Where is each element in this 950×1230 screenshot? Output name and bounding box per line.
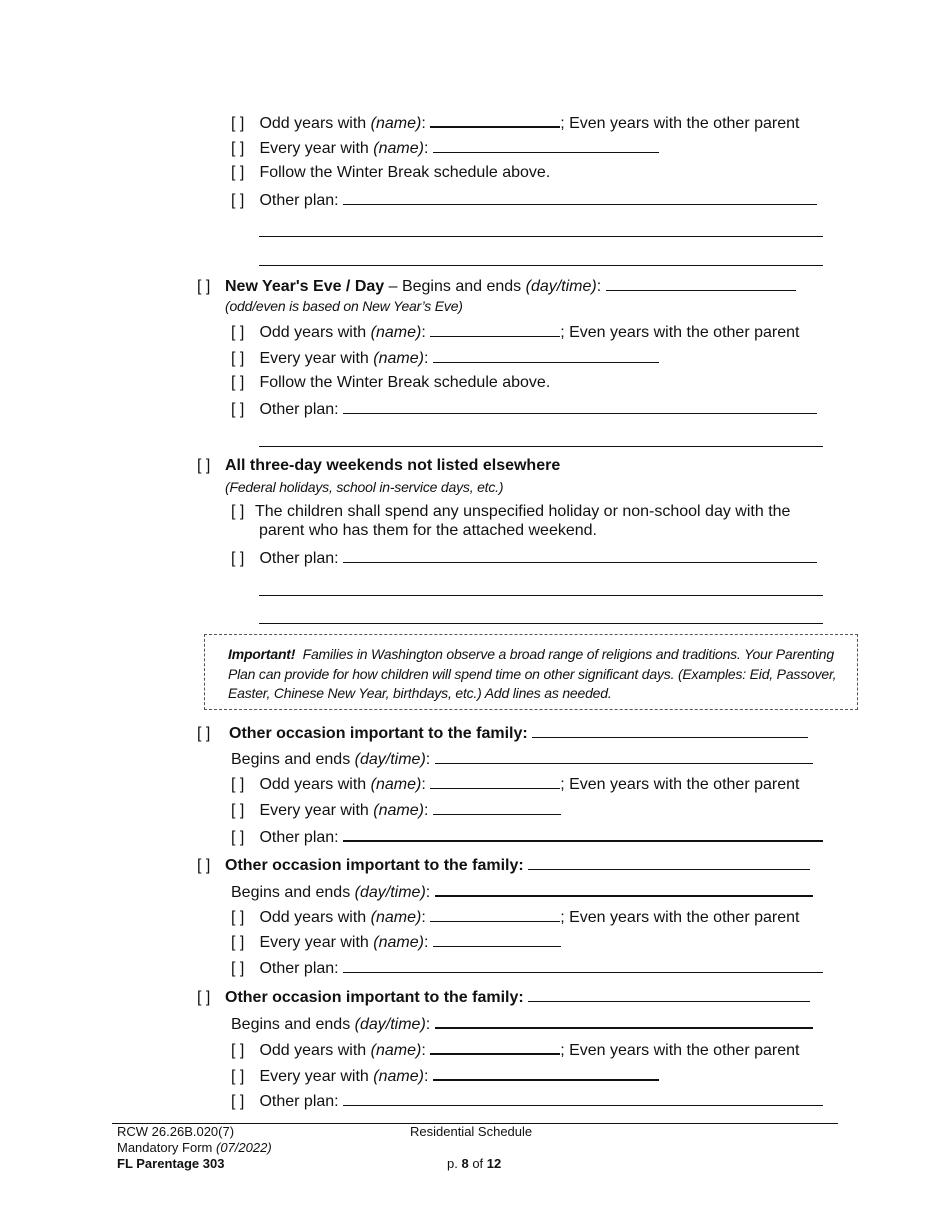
odd-years-option: [ ] Odd years with (name): ; Even years with the other parent bbox=[231, 906, 799, 926]
other-plan-option: [ ] Other plan: bbox=[231, 1090, 823, 1110]
checkbox[interactable]: [ ] bbox=[231, 164, 245, 181]
other-plan-field[interactable] bbox=[343, 825, 823, 842]
checkbox[interactable]: [ ] bbox=[231, 776, 245, 793]
checkbox[interactable]: [ ] bbox=[231, 829, 245, 846]
other-plan-option: [ ] Other plan: bbox=[231, 189, 817, 209]
checkbox[interactable]: [ ] bbox=[231, 401, 245, 418]
important-note-text: Important! Families in Washington observe a broad range of religions and traditions. Your Parenting Plan can provide for how children will spend time on other significant days. (Examples: Eid, Passover, Easter, Chinese New Year, birthdays, etc.) Add lines as needed. bbox=[228, 646, 837, 701]
odd-years-option: [ ] Odd years with (name): ; Even years with the other parent bbox=[231, 111, 799, 131]
name-field[interactable] bbox=[430, 906, 560, 922]
other-plan-option: [ ] Other plan: bbox=[231, 547, 817, 567]
other-plan-field[interactable] bbox=[343, 547, 817, 563]
new-years-heading: [ ] New Year's Eve / Day – Begins and ends (day/time): bbox=[197, 275, 796, 295]
checkbox[interactable]: [ ] bbox=[231, 503, 245, 520]
odd-years-option: [ ] Odd years with (name): ; Even years with the other parent bbox=[231, 321, 799, 341]
checkbox[interactable]: [ ] bbox=[231, 324, 245, 341]
blank-line[interactable] bbox=[259, 595, 823, 596]
blank-line[interactable] bbox=[259, 236, 823, 237]
name-field[interactable] bbox=[433, 137, 659, 153]
occasion-field[interactable] bbox=[528, 854, 810, 870]
every-year-option: [ ] Every year with (name): bbox=[231, 931, 561, 951]
footer-title: Residential Schedule bbox=[410, 1124, 533, 1139]
occasion-field[interactable] bbox=[528, 986, 810, 1002]
begins-ends-row: Begins and ends (day/time): bbox=[231, 1012, 813, 1032]
footer-mandatory: Mandatory Form (07/2022) bbox=[117, 1140, 272, 1155]
name-field[interactable] bbox=[433, 1064, 659, 1081]
checkbox[interactable]: [ ] bbox=[231, 1093, 245, 1110]
checkbox[interactable]: [ ] bbox=[231, 140, 245, 157]
every-year-option: [ ] Every year with (name): bbox=[231, 1064, 659, 1084]
follow-winter-option: [ ] Follow the Winter Break schedule above. bbox=[231, 164, 551, 181]
other-plan-field[interactable] bbox=[343, 398, 817, 414]
unspecified-holiday-line2: parent who has them for the attached weekend. bbox=[259, 522, 597, 539]
odd-years-option: [ ] Odd years with (name): ; Even years with the other parent bbox=[231, 1038, 799, 1058]
checkbox[interactable]: [ ] bbox=[231, 350, 245, 367]
footer-page-number: p. 8 of 12 bbox=[447, 1156, 502, 1171]
other-plan-option: [ ] Other plan: bbox=[231, 825, 823, 845]
checkbox[interactable]: [ ] bbox=[231, 115, 245, 132]
checkbox[interactable]: [ ] bbox=[231, 1068, 245, 1085]
footer-rcw: RCW 26.26B.020(7) bbox=[117, 1124, 235, 1139]
important-note-box bbox=[204, 634, 858, 710]
begins-ends-row: Begins and ends (day/time): bbox=[231, 748, 813, 768]
blank-line[interactable] bbox=[259, 265, 823, 266]
other-plan-option: [ ] Other plan: bbox=[231, 398, 817, 418]
occasion-field[interactable] bbox=[532, 722, 808, 738]
checkbox[interactable]: [ ] bbox=[231, 802, 245, 819]
new-years-note: (odd/even is based on New Year’s Eve) bbox=[225, 298, 463, 314]
day-time-field[interactable] bbox=[435, 748, 813, 764]
every-year-option: [ ] Every year with (name): bbox=[231, 137, 659, 157]
checkbox[interactable]: [ ] bbox=[231, 960, 245, 977]
checkbox[interactable]: [ ] bbox=[197, 725, 211, 742]
begins-ends-row: Begins and ends (day/time): bbox=[231, 880, 813, 900]
checkbox[interactable]: [ ] bbox=[197, 989, 211, 1006]
day-time-field[interactable] bbox=[606, 275, 796, 291]
checkbox[interactable]: [ ] bbox=[231, 909, 245, 926]
checkbox[interactable]: [ ] bbox=[231, 192, 245, 209]
day-time-field[interactable] bbox=[435, 1012, 813, 1029]
name-field[interactable] bbox=[433, 931, 561, 947]
other-plan-option: [ ] Other plan: bbox=[231, 957, 823, 977]
name-field[interactable] bbox=[430, 111, 560, 128]
three-day-note: (Federal holidays, school in-service days, etc.) bbox=[225, 479, 504, 495]
name-field[interactable] bbox=[433, 347, 659, 363]
occasion-heading: [ ] Other occasion important to the family: bbox=[197, 986, 810, 1006]
checkbox[interactable]: [ ] bbox=[231, 934, 245, 951]
other-plan-field[interactable] bbox=[343, 189, 817, 205]
every-year-option: [ ] Every year with (name): bbox=[231, 347, 659, 367]
checkbox[interactable]: [ ] bbox=[231, 374, 245, 391]
blank-line[interactable] bbox=[259, 446, 823, 447]
checkbox[interactable]: [ ] bbox=[197, 278, 211, 295]
odd-years-option: [ ] Odd years with (name): ; Even years with the other parent bbox=[231, 773, 799, 793]
blank-line[interactable] bbox=[259, 623, 823, 624]
unspecified-holiday-option: [ ] The children shall spend any unspecified holiday or non-school day with the bbox=[231, 503, 791, 520]
occasion-heading: [ ] Other occasion important to the family: bbox=[197, 722, 808, 742]
name-field[interactable] bbox=[430, 1038, 560, 1055]
name-field[interactable] bbox=[433, 799, 561, 815]
name-field[interactable] bbox=[430, 773, 560, 789]
three-day-heading: [ ] All three-day weekends not listed elsewhere bbox=[197, 457, 561, 474]
every-year-option: [ ] Every year with (name): bbox=[231, 799, 561, 819]
checkbox[interactable]: [ ] bbox=[231, 1042, 245, 1059]
follow-winter-option: [ ] Follow the Winter Break schedule above. bbox=[231, 374, 551, 391]
day-time-field[interactable] bbox=[435, 880, 813, 897]
checkbox[interactable]: [ ] bbox=[231, 550, 245, 567]
other-plan-field[interactable] bbox=[343, 957, 823, 973]
other-plan-field[interactable] bbox=[343, 1090, 823, 1106]
checkbox[interactable]: [ ] bbox=[197, 857, 211, 874]
name-field[interactable] bbox=[430, 321, 560, 337]
checkbox[interactable]: [ ] bbox=[197, 457, 211, 474]
occasion-heading: [ ] Other occasion important to the family: bbox=[197, 854, 810, 874]
footer-form-id: FL Parentage 303 bbox=[117, 1156, 225, 1171]
